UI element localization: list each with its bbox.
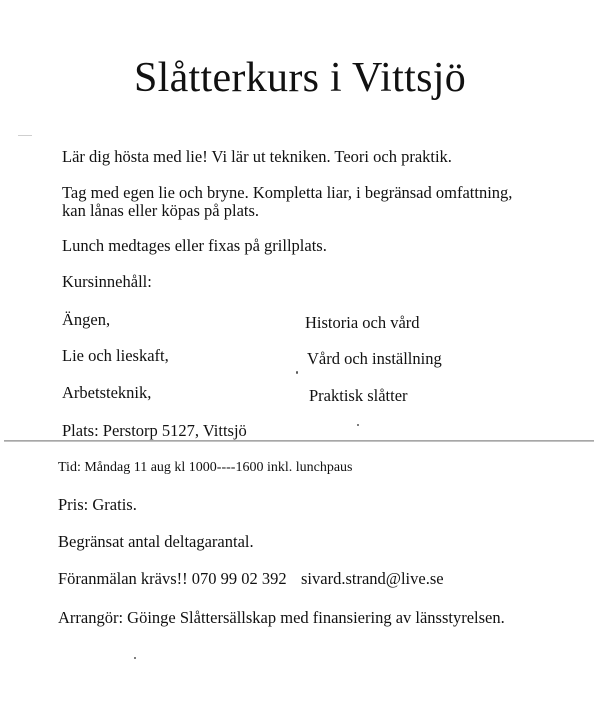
limit-line: Begränsat antal deltagarantal. (58, 532, 254, 551)
course-item-left-1: Ängen, (62, 310, 111, 329)
intro-line-1: Lär dig hösta med lie! Vi lär ut tekniken. Teori och praktik. (62, 147, 452, 166)
course-item-right-1: Historia och vård (305, 313, 420, 332)
scan-speck (134, 657, 136, 659)
registration-line: Föranmälan krävs!! 070 99 02 392 (58, 569, 287, 588)
intro-line-3: kan lånas eller köpas på plats. (62, 201, 260, 220)
organizer-line: Arrangör: Göinge Slåttersällskap med finansiering av länsstyrelsen. (58, 608, 505, 627)
scan-edge-mark (18, 135, 32, 136)
course-item-left-3: Arbetsteknik, (62, 383, 152, 402)
course-item-right-3: Praktisk slåtter (309, 386, 408, 405)
scan-speck (296, 371, 298, 374)
course-heading: Kursinnehåll: (62, 272, 152, 291)
place-line: Plats: Perstorp 5127, Vittsjö (62, 421, 247, 440)
intro-line-2: Tag med egen lie och bryne. Kompletta liar, i begränsad omfattning, (62, 183, 513, 202)
document-title: Slåtterkurs i Vittsjö (133, 55, 466, 101)
intro-line-4: Lunch medtages eller fixas på grillplats. (62, 236, 327, 255)
price-line: Pris: Gratis. (58, 495, 137, 514)
contact-email: sivard.strand@live.se (301, 569, 444, 588)
scan-divider (4, 440, 594, 442)
time-line: Tid: Måndag 11 aug kl 1000----1600 inkl. lunchpaus (58, 460, 353, 475)
scan-speck (357, 424, 359, 426)
course-item-right-2: Vård och inställning (307, 349, 442, 368)
course-item-left-2: Lie och lieskaft, (62, 346, 169, 365)
